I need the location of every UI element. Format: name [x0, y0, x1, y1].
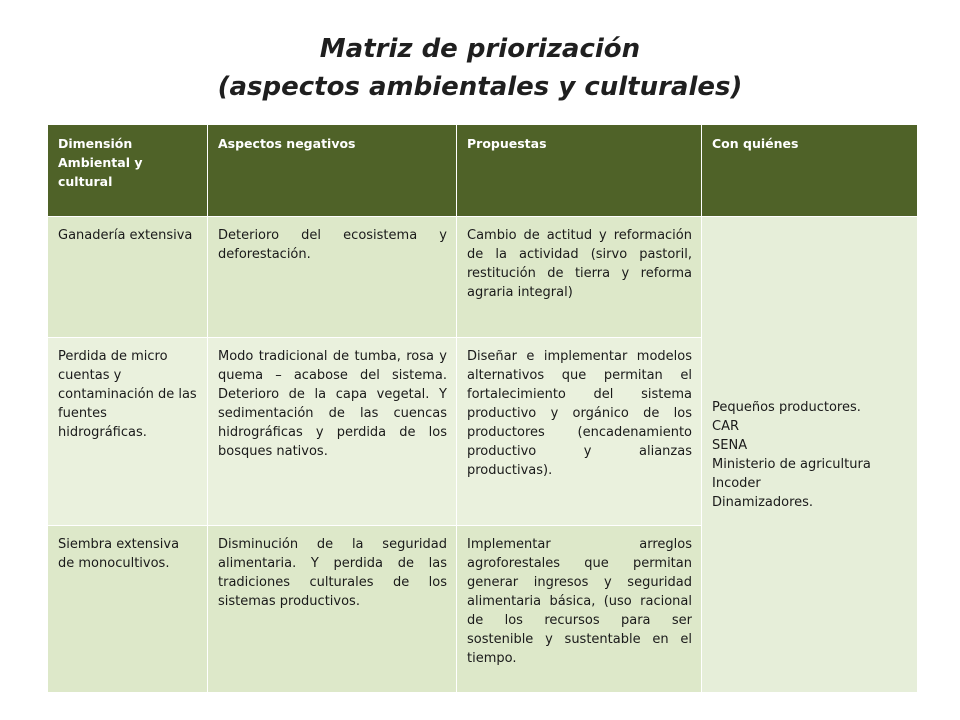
- table-row: [48, 217, 918, 338]
- cell-propuestas: Implementar arreglos agroforestales que permitan generar ingresos y seguridad alimentaria básica, (uso racional de los recursos para ser sostenible y sustentable en el tiempo.: [457, 526, 702, 693]
- cell-dimension: Perdida de micro cuentas y contaminación de las fuentes hidrográficas.: [48, 338, 208, 526]
- page-title: [0, 30, 960, 106]
- cell-negativos: Disminución de la seguridad alimentaria. Y perdida de las tradiciones culturales de los sistemas productivos.: [208, 526, 457, 693]
- header-con-quienes: Con quiénes: [702, 125, 918, 217]
- priority-matrix-table: [47, 124, 918, 693]
- title-line-2: (aspectos ambientales y culturales): [217, 72, 743, 102]
- cell-negativos: Deterioro del ecosistema y deforestación.: [208, 217, 457, 338]
- con-quienes-item: CAR: [712, 419, 740, 434]
- cell-dimension: Ganadería extensiva: [48, 217, 208, 338]
- con-quienes-item: Pequeños productores.: [712, 400, 861, 415]
- cell-dimension: Siembra extensiva de monocultivos.: [48, 526, 208, 693]
- cell-propuestas: Cambio de actitud y reformación de la actividad (sirvo pastoril, restitución de tierra y reforma agraria integral): [457, 217, 702, 338]
- header-dimension: Dimensión Ambiental y cultural: [48, 125, 208, 217]
- cell-con-quienes: [702, 217, 918, 693]
- header-propuestas: Propuestas: [457, 125, 702, 217]
- con-quienes-item: Dinamizadores.: [712, 495, 814, 510]
- cell-negativos: Modo tradicional de tumba, rosa y quema – acabose del sistema. Deterioro de la capa vegetal. Y sedimentación de las cuencas hidrográficas y perdida de los bosques nativos.: [208, 338, 457, 526]
- header-row: [48, 125, 918, 217]
- cell-propuestas: Diseñar e implementar modelos alternativos que permitan el fortalecimiento del sistema productivo y orgánico de los productores (encadenamiento productivo y alianzas productivas).: [457, 338, 702, 526]
- title-line-1: Matriz de priorización: [319, 34, 641, 64]
- header-negativos: Aspectos negativos: [208, 125, 457, 217]
- con-quienes-item: Incoder: [712, 476, 761, 491]
- con-quienes-item: SENA: [712, 438, 748, 453]
- con-quienes-item: Ministerio de agricultura: [712, 457, 871, 472]
